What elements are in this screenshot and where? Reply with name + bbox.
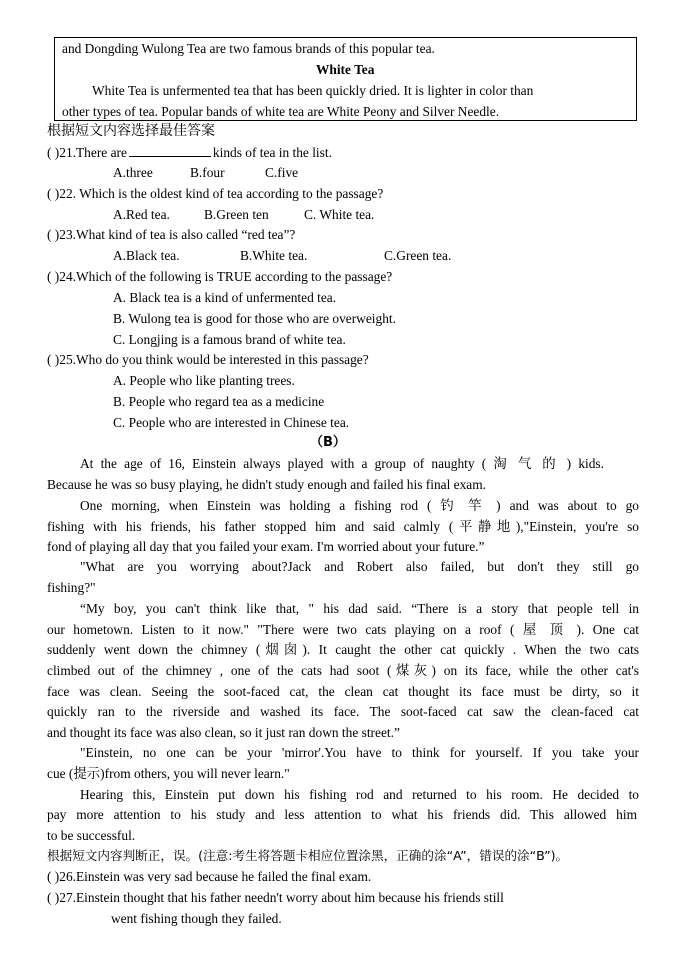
passage-b-line-1: At the age of 16, Einstein always played with a group of naughty ( 淘 气 的 ) kids. (80, 456, 604, 471)
option-25-a: A. People who like planting trees. (113, 373, 295, 388)
question-24-stem: ( )24.Which of the following is TRUE according to the passage? (47, 269, 393, 284)
passage-b-line-16: cue (提示)from others, you will never learn." (47, 766, 290, 781)
passage-b-line-13: quickly ran to the riverside and washed its face. The soot-faced cat saw the clean-faced cat (47, 704, 639, 719)
passage-a-line-3: other types of tea. Popular bands of white tea are White Peony and Silver Needle. (62, 104, 500, 119)
section-b-instruction: 根据短文内容判断正，误。(注意:考生将答题卡相应位置涂黑，正确的涂“A”，错误的涂“B”)。 (47, 848, 569, 863)
option-22-c: C. White tea. (304, 207, 375, 222)
passage-b-line-18: pay more attention to his study and less attention to what his friends did. This allowed him (47, 807, 637, 822)
question-25-stem: ( )25.Who do you think would be interested in this passage? (47, 352, 369, 367)
passage-b-line-15: "Einstein, no one can be your 'mirror'.You have to think for yourself. If you take your (80, 745, 639, 760)
passage-b-line-12: face was clean. Seeing the soot-faced cat, the clean cat thought its face must be dirty, so it (47, 684, 639, 699)
passage-b-line-7: fishing?" (47, 580, 96, 595)
question-21-stem: ( )21.There are (47, 145, 127, 160)
option-21-c: C.five (265, 165, 299, 180)
passage-a-line-1: and Dongding Wulong Tea are two famous brands of this popular tea. (62, 41, 435, 56)
option-25-b: B. People who regard tea as a medicine (113, 394, 325, 409)
option-23-c: C.Green tea. (384, 248, 452, 263)
passage-a-line-2: White Tea is unfermented tea that has been quickly dried. It is lighter in color than (92, 83, 534, 98)
option-21-b: B.four (190, 165, 225, 180)
passage-b-line-19: to be successful. (47, 828, 136, 843)
passage-b-line-11: climbed out of the chimney , one of the cats had soot (煤灰) on its face, while the other cat's (47, 663, 639, 678)
option-21-a: A.three (113, 165, 153, 180)
passage-b-line-17: Hearing this, Einstein put down his fishing rod and returned to his room. He decided to (80, 787, 639, 802)
white-tea-heading: White Tea (316, 62, 375, 77)
passage-b-line-3: One morning, when Einstein was holding a fishing rod ( 钓 竿 ) and was about to go (80, 498, 639, 513)
option-22-a: A.Red tea. (113, 207, 170, 222)
section-b-heading: （B） (310, 435, 346, 450)
section-a-instruction: 根据短文内容选择最佳答案 (47, 123, 215, 139)
answer-blank (129, 144, 211, 157)
option-24-c: C. Longjing is a famous brand of white tea. (113, 332, 346, 347)
option-24-b: B. Wulong tea is good for those who are overweight. (113, 311, 396, 326)
passage-b-line-10: suddenly went down the chimney (烟囱). It caught the other cat quickly . When the two cats (47, 642, 639, 657)
option-22-b: B.Green ten (204, 207, 269, 222)
option-23-a: A.Black tea. (113, 248, 180, 263)
passage-b-line-2: Because he was so busy playing, he didn't study enough and failed his final exam. (47, 477, 487, 492)
question-27-stem: ( )27.Einstein thought that his father needn't worry about him because his friends still (47, 890, 504, 905)
question-23-stem: ( )23.What kind of tea is also called “red tea”? (47, 227, 296, 242)
option-25-c: C. People who are interested in Chinese tea. (113, 415, 350, 430)
question-27-cont: went fishing though they failed. (111, 911, 282, 926)
option-23-b: B.White tea. (240, 248, 308, 263)
question-21-stem-after: kinds of tea in the list. (212, 145, 332, 160)
passage-b-line-9: our hometown. Listen to it now." "There were two cats playing on a roof ( 屋 顶 ). One cat (47, 622, 639, 637)
question-26-stem: ( )26.Einstein was very sad because he failed the final exam. (47, 869, 372, 884)
passage-b-line-5: fond of playing all day that you failed your exam. I'm worried about your future.” (47, 539, 485, 554)
passage-b-line-14: and thought its face was also clean, so it just ran down the street.” (47, 725, 400, 740)
question-21 (47, 144, 332, 161)
passage-b-line-8: “My boy, you can't think like that, " his dad said. “There is a story that people tell in (80, 601, 639, 616)
option-24-a: A. Black tea is a kind of unfermented tea. (113, 290, 337, 305)
passage-b-line-6: "What are you worrying about?Jack and Robert also failed, but don't they still go (80, 559, 639, 574)
passage-b-line-4: fishing with his friends, his father stopped him and said calmly (平静地),"Einstein, you're so (47, 519, 639, 534)
question-22-stem: ( )22. Which is the oldest kind of tea according to the passage? (47, 186, 384, 201)
